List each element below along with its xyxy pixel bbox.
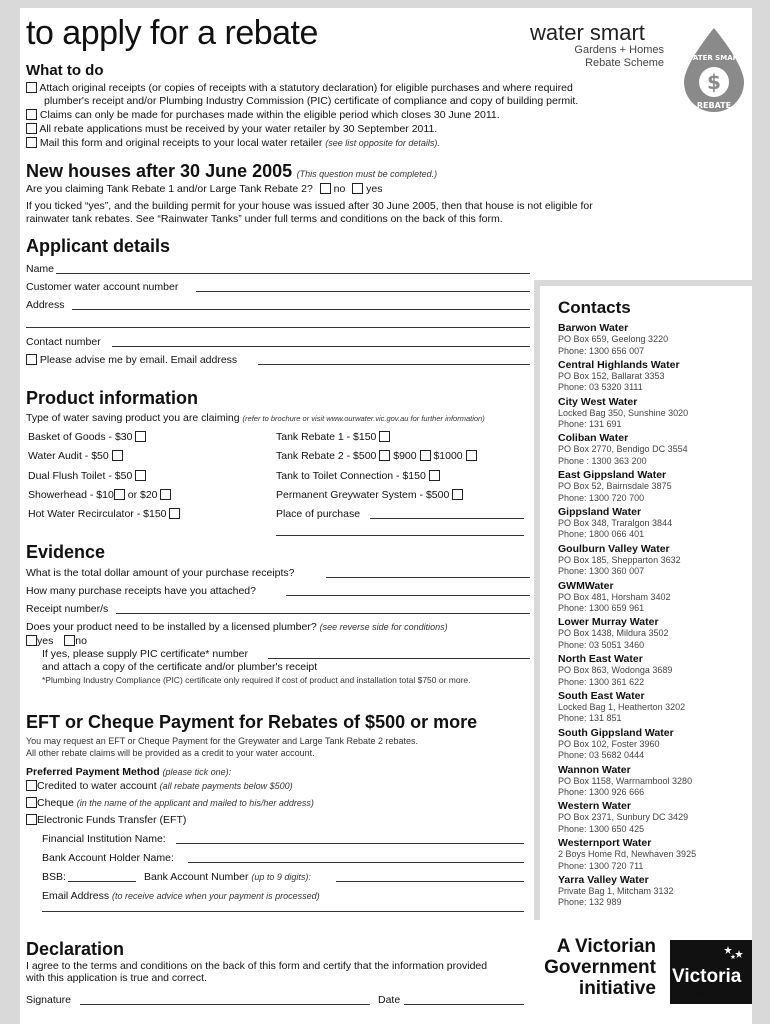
showerhead-20-checkbox[interactable]	[160, 489, 171, 500]
account-number-label: Bank Account Number (up to 9 digits):	[144, 871, 311, 883]
page-title: to apply for a rebate	[26, 14, 318, 52]
payment-opt-cheque: Cheque (in the name of the applicant and mailed to his/her address)	[26, 797, 314, 809]
pic-number-label: If yes, please supply PIC certificate* number	[42, 648, 249, 660]
credit-checkbox[interactable]	[26, 780, 37, 791]
product-showerhead: Showerhead - $10 or $20	[28, 489, 171, 501]
contact-item: South Gippsland Water PO Box 102, Foster 3960 Phone: 03 5682 0444	[558, 726, 674, 761]
todo-item-1-cont: plumber's receipt and/or Plumbing Industry Commission (PIC) certificate of compliance and copy of building permit.	[44, 95, 579, 107]
contacts-panel	[534, 280, 752, 920]
holder-field[interactable]	[188, 862, 524, 863]
contact-item: Central Highlands Water PO Box 152, Ballarat 3353 Phone: 03 5320 3111	[558, 358, 680, 393]
date-field[interactable]	[404, 1004, 524, 1005]
contacts-heading: Contacts	[558, 298, 631, 317]
institution-label: Financial Institution Name:	[42, 833, 166, 845]
pic-attach-note: and attach a copy of the certificate and/or plumber's receipt	[42, 661, 318, 673]
contact-item: Goulburn Valley Water PO Box 185, Shepparton 3632 Phone: 1300 360 007	[558, 542, 681, 577]
eft-line-1: You may request an EFT or Cheque Payment for the Greywater and Large Tank Rebate 2 rebates.	[26, 736, 419, 746]
basket-checkbox[interactable]	[135, 431, 146, 442]
plumber-no-checkbox[interactable]	[64, 635, 75, 646]
victoria-tagline: The Place To Be	[670, 988, 743, 999]
todo-item-4: Mail this form and original receipts to your local water retailer (see list opposite for details).	[26, 137, 440, 149]
evidence-q1: What is the total dollar amount of your purchase receipts?	[26, 567, 295, 579]
contact-item: North East Water PO Box 863, Wodonga 3689 Phone: 1300 361 622	[558, 653, 673, 687]
payment-opt-credit: Credited to water account (all rebate payments below $500)	[26, 780, 293, 792]
contact-item: GWMWater PO Box 481, Horsham 3402 Phone: 1300 659 961	[558, 579, 671, 614]
evidence-heading: Evidence	[26, 542, 106, 562]
tank1-checkbox[interactable]	[379, 431, 390, 442]
badge-top-text: WATER SMART	[685, 54, 743, 62]
contacts-list	[558, 322, 748, 911]
signature-field[interactable]	[80, 1004, 370, 1005]
holder-label: Bank Account Holder Name:	[42, 852, 174, 864]
bsb-field[interactable]	[68, 881, 136, 882]
rebate-badge-logo	[678, 26, 750, 114]
tank-toilet-checkbox[interactable]	[429, 470, 440, 481]
receipt-numbers-field[interactable]	[116, 613, 530, 614]
eft-line-2: All other rebate claims will be provided as a credit to your water account.	[26, 748, 315, 758]
cheque-checkbox[interactable]	[26, 797, 37, 808]
new-houses-note: (This question must be completed.)	[296, 169, 438, 179]
todo-item-3: All rebate applications must be received by your water retailer by 30 September 2011.	[26, 123, 437, 135]
total-amount-field[interactable]	[326, 577, 530, 578]
payment-opt-eft: Electronic Funds Transfer (EFT)	[26, 814, 186, 826]
contact-item: Coliban Water PO Box 2770, Bendigo DC 3554 Phone : 1300 363 200	[558, 432, 688, 466]
product-tank-toilet: Tank to Toilet Connection - $150	[276, 470, 440, 482]
account-field[interactable]	[196, 291, 530, 292]
pic-number-field[interactable]	[268, 658, 530, 659]
evidence-q3: Receipt number/s	[26, 603, 109, 615]
todo-checkbox[interactable]	[26, 82, 37, 93]
todo-checkbox[interactable]	[26, 109, 37, 120]
contact-item: Lower Murray Water PO Box 1438, Mildura 3502 Phone: 03 5051 3460	[558, 616, 669, 650]
eft-email-field[interactable]	[42, 911, 524, 912]
address-field-2[interactable]	[26, 327, 530, 328]
address-label: Address	[26, 299, 65, 311]
tank2-500-checkbox[interactable]	[379, 450, 390, 461]
plumber-yes-checkbox[interactable]	[26, 635, 37, 646]
greywater-checkbox[interactable]	[452, 489, 463, 500]
todo-item-2: Claims can only be made for purchases made within the eligible period which closes 30 June 2011.	[26, 109, 500, 121]
email-option: Please advise me by email. Email address	[26, 354, 237, 366]
contact-label: Contact number	[26, 336, 101, 348]
star-cross-icon	[724, 944, 746, 962]
eft-checkbox[interactable]	[26, 814, 37, 825]
todo-checkbox[interactable]	[26, 123, 37, 134]
contact-item: South East Water Locked Bag 1, Heatherton 3202 Phone: 131 851	[558, 689, 686, 724]
what-to-do-heading: What to do	[26, 62, 104, 79]
tank2-1000-checkbox[interactable]	[466, 450, 477, 461]
contact-item: Barwon Water PO Box 659, Geelong 3220 Phone: 1300 656 007	[558, 322, 669, 356]
institution-field[interactable]	[176, 843, 524, 844]
bsb-label: BSB:	[42, 871, 66, 883]
evidence-q2: How many purchase receipts have you attached?	[26, 585, 256, 597]
date-label: Date	[378, 994, 401, 1006]
gov-initiative-text: A Victorian Government initiative	[544, 936, 656, 999]
applicant-heading: Applicant details	[26, 236, 171, 256]
product-heading: Product information	[26, 388, 198, 408]
declaration-heading: Declaration	[26, 939, 125, 959]
payment-method-label: Preferred Payment Method (please tick one):	[26, 766, 232, 778]
place-of-purchase-field[interactable]	[370, 518, 524, 519]
victoria-wordmark: Victoria	[672, 966, 742, 987]
new-houses-section	[26, 161, 437, 182]
place-of-purchase-label: Place of purchase	[276, 508, 361, 520]
account-label: Customer water account number	[26, 281, 179, 293]
form-page	[20, 8, 752, 1024]
todo-checkbox[interactable]	[26, 137, 37, 148]
badge-symbol: $	[707, 70, 721, 94]
todo-item-1: Attach original receipts (or copies of receipts with a statutory declaration) for eligible purchases and where required	[26, 82, 573, 94]
contact-item: City West Water Locked Bag 350, Sunshine 3020 Phone: 131 691	[558, 395, 689, 430]
contact-item: Westernport Water 2 Boys Home Rd, Newhaven 3925 Phone: 1300 720 711	[558, 837, 697, 871]
toilet-checkbox[interactable]	[135, 470, 146, 481]
product-recirculator: Hot Water Recirculator - $150	[28, 508, 180, 520]
product-tank1: Tank Rebate 1 - $150	[276, 431, 390, 443]
signature-label: Signature	[26, 994, 71, 1006]
brand-sub1: Gardens + Homes	[574, 44, 664, 56]
product-audit: Water Audit - $50	[28, 450, 123, 462]
product-greywater: Permanent Greywater System - $500	[276, 489, 463, 501]
contact-item: Gippsland Water PO Box 348, Traralgon 3844 Phone: 1800 066 401	[558, 505, 673, 540]
declaration-line-2: with this application is true and correct.	[26, 972, 207, 984]
plumber-options: yes no	[26, 635, 87, 647]
declaration-line-1: I agree to the terms and conditions on the back of this form and certify that the information provided	[26, 960, 488, 972]
contact-field[interactable]	[112, 346, 530, 347]
product-tank2: Tank Rebate 2 - $500 $900 $1000	[276, 450, 477, 462]
new-houses-para-2: rainwater tank rebates. See “Rainwater Tanks” under full terms and conditions on the back of this form.	[26, 213, 503, 225]
email-checkbox[interactable]	[26, 354, 37, 365]
new-houses-heading: New houses after 30 June 2005	[26, 161, 293, 181]
product-toilet: Dual Flush Toilet - $50	[28, 470, 146, 482]
tank-no-checkbox[interactable]	[320, 183, 331, 194]
tank-yes-checkbox[interactable]	[352, 183, 363, 194]
contact-item: Yarra Valley Water Private Bag 1, Mitcham 3132 Phone: 132 989	[558, 873, 674, 908]
product-type-label: Type of water saving product you are claiming (refer to brochure or visit www.ourwater.vic.gov.au for further information)	[26, 412, 485, 424]
showerhead-10-checkbox[interactable]	[114, 489, 125, 500]
product-basket: Basket of Goods - $30	[28, 431, 146, 443]
tank-question: Are you claiming Tank Rebate 1 and/or Large Tank Rebate 2? no yes	[26, 183, 383, 195]
name-label: Name	[26, 263, 55, 275]
evidence-q4: Does your product need to be installed by a licensed plumber? (see reverse side for conditions)	[26, 621, 448, 633]
address-field[interactable]	[72, 309, 530, 310]
brand-sub2: Rebate Scheme	[585, 57, 664, 69]
place-of-purchase-field-2[interactable]	[276, 535, 524, 536]
audit-checkbox[interactable]	[112, 450, 123, 461]
pic-footnote: *Plumbing Industry Compliance (PIC) certificate only required if cost of product and installation total $750 or more.	[42, 675, 471, 685]
brand-name: water smart	[530, 20, 645, 45]
tank2-900-checkbox[interactable]	[420, 450, 431, 461]
recirculator-checkbox[interactable]	[169, 508, 180, 519]
eft-heading: EFT or Cheque Payment for Rebates of $500 or more	[26, 712, 478, 732]
badge-bottom-text: REBATE	[696, 101, 732, 110]
receipt-count-field[interactable]	[286, 595, 530, 596]
contact-item: Wannon Water PO Box 1158, Warrnambool 3280 Phone: 1300 926 666	[558, 763, 693, 798]
name-field[interactable]	[56, 273, 530, 274]
contact-item: East Gippsland Water PO Box 52, Bairnsdale 3875 Phone: 1300 720 700	[558, 469, 672, 503]
eft-email-label: Email Address (to receive advice when your payment is processed)	[42, 890, 320, 902]
contact-item: Western Water PO Box 2371, Sunbury DC 3429 Phone: 1300 650 425	[558, 800, 689, 834]
email-field[interactable]	[258, 364, 530, 365]
new-houses-para-1: If you ticked “yes”, and the building permit for your house was issued after 30 June 2005, then that house is not eligible for	[26, 200, 593, 212]
account-number-field[interactable]	[336, 881, 524, 882]
